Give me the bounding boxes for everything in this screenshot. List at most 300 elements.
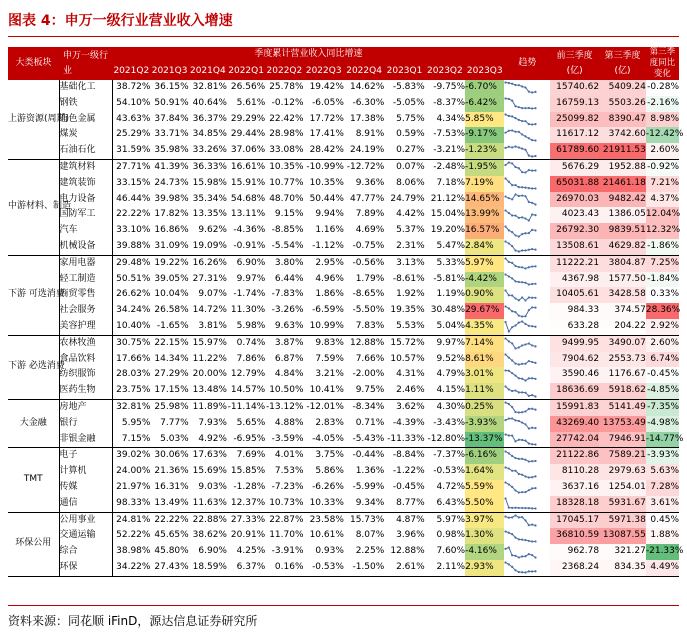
sparkline-point — [512, 342, 514, 344]
sparkline-point — [512, 486, 514, 488]
growth-value: 39.02% — [116, 450, 151, 461]
growth-value: 4.87% — [396, 514, 425, 525]
sparkline-point — [522, 233, 524, 235]
industry-name: 美容护理 — [59, 319, 112, 335]
sparkline-point — [515, 214, 517, 216]
prev-q3-revenue: 18328.18 — [550, 496, 599, 512]
sparkline-line — [506, 531, 536, 541]
growth-value: 29.29% — [230, 113, 266, 124]
sparkline-point — [505, 385, 507, 387]
trend-sparkline — [504, 97, 537, 110]
sparkline-point — [528, 154, 530, 156]
q3-revenue: 1952.88 — [599, 159, 646, 175]
growth-value: 24.79% — [390, 193, 425, 204]
growth-value: 7.53% — [274, 466, 304, 477]
trend-cell — [504, 560, 550, 576]
growth-value: 30.48% — [430, 305, 466, 316]
sparkline-point — [505, 305, 507, 307]
growth-value: 18.59% — [189, 560, 227, 576]
sparkline-point — [532, 571, 534, 573]
trend-sparkline — [504, 450, 537, 463]
trend-sparkline — [504, 561, 537, 574]
growth-value: -0.45% — [392, 481, 425, 492]
sparkline-point — [532, 377, 534, 379]
q3-yoy-change: -1.86% — [646, 239, 679, 255]
table-row — [8, 560, 679, 576]
growth-value: 43.63% — [116, 113, 151, 124]
growth-value: 20.00% — [192, 369, 227, 380]
growth-value: -8.85% — [271, 225, 304, 236]
growth-value: 3.87% — [274, 337, 304, 348]
trend-sparkline — [504, 240, 537, 253]
sparkline-point — [505, 131, 507, 133]
growth-2023q3: 8.61% — [465, 352, 504, 368]
sparkline-point — [528, 394, 530, 396]
sparkline-point — [508, 275, 510, 277]
growth-value: 8.06% — [396, 177, 425, 188]
sparkline-point — [525, 539, 527, 541]
industry-name: 纺织服饰 — [59, 367, 112, 383]
sparkline-line — [506, 210, 536, 220]
trend-sparkline — [504, 129, 537, 142]
growth-value: 32.81% — [192, 82, 227, 92]
growth-value: -12.72% — [346, 161, 385, 172]
q3-yoy-change: 7.21% — [646, 176, 679, 192]
growth-value: 3.62% — [396, 401, 425, 412]
sparkline-line — [506, 515, 536, 525]
q3-yoy-change: 1.88% — [646, 528, 679, 544]
q3-yoy-change: 2.60% — [646, 143, 679, 159]
sparkline-point — [515, 105, 517, 107]
sparkline-point — [532, 213, 534, 215]
trend-sparkline — [504, 514, 537, 527]
growth-value: -5.05% — [392, 97, 425, 108]
growth-value: 28.98% — [269, 129, 304, 140]
header-q3-chg: 第三季度同比变化 — [646, 47, 679, 80]
sparkline-point — [532, 248, 534, 250]
table-row — [8, 239, 679, 255]
sparkline-point — [512, 184, 514, 186]
sparkline-point — [508, 340, 510, 342]
sparkline-point — [535, 427, 537, 429]
trend-sparkline — [504, 193, 537, 206]
sparkline-point — [512, 245, 514, 247]
sparkline-point — [518, 492, 520, 494]
growth-value: 4.79% — [436, 369, 466, 380]
growth-value: 15.91% — [230, 177, 266, 188]
growth-value: 8.77% — [384, 496, 424, 512]
growth-value: 4.88% — [274, 417, 304, 428]
table-row — [8, 416, 679, 432]
sparkline-point — [508, 82, 510, 84]
prev-q3-revenue: 36810.59 — [550, 528, 599, 544]
sparkline-point — [505, 146, 507, 148]
sparkline-point — [518, 516, 520, 518]
growth-value: 5.04% — [425, 319, 465, 335]
trend-cell — [504, 528, 550, 544]
sparkline-point — [512, 406, 514, 408]
sparkline-point — [535, 91, 537, 93]
growth-value: -5.54% — [265, 239, 303, 255]
growth-2023q3: -1.23% — [465, 143, 504, 159]
sparkline-point — [528, 169, 530, 171]
growth-value: -3.59% — [265, 432, 303, 448]
sparkline-point — [528, 343, 530, 345]
sparkline-point — [528, 428, 530, 430]
growth-value: -5.99% — [352, 481, 385, 492]
growth-value: -6.30% — [352, 97, 385, 108]
industry-name: 食品饮料 — [59, 352, 112, 368]
growth-value: 3.21% — [315, 369, 344, 380]
sparkline-point — [508, 516, 510, 518]
trend-cell — [504, 223, 550, 239]
trend-cell — [504, 96, 550, 112]
sparkline-point — [535, 188, 537, 190]
sparkline-point — [535, 345, 537, 347]
trend-cell — [504, 255, 550, 271]
growth-value: 38.98% — [116, 546, 151, 557]
sparkline-point — [532, 488, 534, 490]
sparkline-point — [508, 212, 510, 214]
table-row — [8, 367, 679, 383]
growth-value: 7.66% — [355, 353, 385, 364]
prev-q3-revenue: 984.33 — [550, 303, 599, 319]
prev-q3-revenue: 15991.83 — [550, 399, 599, 415]
growth-value: 10.50% — [265, 383, 303, 399]
trend-cell — [504, 127, 550, 143]
q3-revenue: 21911.53 — [599, 143, 646, 159]
growth-2023q3: 3.97% — [465, 512, 504, 528]
growth-value: 22.15% — [154, 337, 189, 348]
industry-name: 计算机 — [59, 464, 112, 480]
growth-2023q3: -13.37% — [465, 432, 504, 448]
sparkline-point — [505, 450, 507, 452]
sparkline-point — [532, 188, 534, 190]
growth-value: 9.07% — [198, 289, 227, 300]
growth-value: 39.88% — [112, 239, 150, 255]
sparkline-point — [515, 311, 517, 313]
sparkline-line — [506, 339, 536, 349]
sparkline-point — [512, 389, 514, 391]
sparkline-point — [532, 361, 534, 363]
sparkline-point — [508, 418, 510, 420]
growth-2023q3: 5.50% — [465, 496, 504, 512]
sparkline-point — [515, 362, 517, 364]
sparkline-point — [508, 229, 510, 231]
header-quarter-2022q2: 2022Q2 — [265, 64, 303, 81]
sparkline-point — [532, 540, 534, 542]
q3-yoy-change: 4.37% — [646, 192, 679, 208]
sparkline-point — [525, 391, 527, 393]
sparkline-point — [525, 87, 527, 89]
sparkline-point — [505, 515, 507, 517]
sparkline-point — [512, 146, 514, 148]
growth-value: -0.12% — [271, 97, 304, 108]
growth-value: 4.69% — [355, 225, 385, 236]
q3-revenue: 1176.67 — [599, 367, 646, 383]
growth-value: 4.15% — [425, 383, 465, 399]
sparkline-point — [535, 229, 537, 231]
sparkline-point — [525, 268, 527, 270]
sparkline-point — [508, 261, 510, 263]
header-quarter-2023q2: 2023Q2 — [425, 64, 465, 81]
growth-value: 30.75% — [116, 337, 151, 348]
q3-revenue: 3490.07 — [599, 335, 646, 351]
growth-value: 24.19% — [344, 143, 384, 159]
sparkline-point — [515, 193, 517, 195]
sparkline-point — [515, 234, 517, 236]
sparkline-point — [528, 266, 530, 268]
growth-value: 22.88% — [192, 514, 227, 525]
growth-value: -8.84% — [392, 450, 425, 461]
sparkline-point — [532, 554, 534, 556]
growth-value: 5.86% — [315, 466, 344, 477]
table-row — [8, 303, 679, 319]
sparkline-point — [508, 162, 510, 164]
q3-yoy-change: 28.36% — [646, 303, 679, 319]
sparkline-point — [522, 216, 524, 218]
trend-sparkline — [504, 209, 537, 222]
sparkline-point — [525, 363, 527, 365]
sparkline-point — [522, 538, 524, 540]
growth-value: 24.81% — [116, 514, 151, 525]
sparkline-point — [532, 155, 534, 157]
growth-value: 22.87% — [269, 514, 304, 525]
growth-value: 2.95% — [315, 257, 344, 268]
growth-value: 10.40% — [112, 319, 150, 335]
growth-value: 6.44% — [274, 273, 304, 284]
trend-cell — [504, 480, 550, 496]
growth-2023q3: 5.85% — [465, 112, 504, 128]
sparkline-point — [505, 369, 507, 371]
sparkline-point — [515, 184, 517, 186]
growth-value: 9.97% — [436, 337, 466, 348]
sparkline-point — [505, 433, 507, 435]
growth-value: 17.38% — [349, 113, 385, 124]
sparkline-point — [525, 282, 527, 284]
sparkline-line — [506, 259, 536, 269]
growth-value: -5.50% — [352, 305, 385, 316]
q3-revenue: 9839.51 — [599, 223, 646, 239]
growth-value: 7.83% — [344, 319, 384, 335]
sparkline-point — [518, 299, 520, 301]
trend-cell — [504, 192, 550, 208]
category-cell: 环保公用 — [8, 512, 59, 576]
industry-name: 基础化工 — [59, 80, 112, 96]
growth-value: 34.22% — [112, 560, 150, 576]
sparkline-point — [522, 296, 524, 298]
q3-yoy-change: 2.92% — [646, 319, 679, 335]
growth-value: 4.96% — [315, 273, 344, 284]
header-group-label: 季度累计营业收入同比增速 — [112, 47, 504, 64]
growth-value: -4.05% — [304, 432, 344, 448]
growth-value: 0.27% — [384, 143, 424, 159]
sparkline-point — [525, 507, 527, 509]
prev-q3-revenue: 11617.12 — [550, 127, 599, 143]
sparkline-point — [525, 232, 527, 234]
prev-q3-revenue: 3637.16 — [550, 480, 599, 496]
growth-value: 1.92% — [396, 289, 425, 300]
prev-q3-revenue: 5676.29 — [550, 159, 599, 175]
growth-value: 17.15% — [150, 383, 188, 399]
sparkline-point — [515, 84, 517, 86]
growth-value: 6.90% — [236, 257, 266, 268]
header-industry: 申万一级行业 — [59, 47, 112, 80]
growth-value: -5.81% — [433, 273, 466, 284]
sparkline-line — [506, 163, 536, 173]
sparkline-point — [512, 294, 514, 296]
sparkline-point — [525, 475, 527, 477]
growth-value: 24.73% — [154, 177, 189, 188]
trend-cell — [504, 352, 550, 368]
growth-value: 10.33% — [304, 496, 344, 512]
sparkline-point — [535, 139, 537, 141]
industry-name: 电力设备 — [59, 192, 112, 208]
growth-value: 33.10% — [116, 225, 151, 236]
growth-value: 0.59% — [396, 129, 425, 140]
sparkline-line — [506, 499, 536, 509]
sparkline-point — [515, 554, 517, 556]
sparkline-point — [518, 314, 520, 316]
growth-value: -1.22% — [392, 466, 425, 477]
header-quarter-2021q3: 2021Q3 — [150, 64, 188, 81]
figure-title: 图表 4：申万一级行业营业收入增速 — [8, 13, 233, 29]
sparkline-point — [532, 283, 534, 285]
sparkline-point — [535, 570, 537, 572]
q3-yoy-change: 0.33% — [646, 287, 679, 303]
growth-2023q3: 7.19% — [465, 176, 504, 192]
growth-value: 11.22% — [192, 353, 227, 364]
growth-value: 34.24% — [116, 305, 151, 316]
q3-revenue: 5409.24 — [599, 80, 646, 96]
q3-yoy-change: -12.42% — [646, 127, 679, 143]
growth-value: 46.44% — [116, 193, 151, 204]
growth-value: -4.39% — [392, 417, 425, 428]
sparkline-line — [506, 146, 536, 156]
growth-value: 4.72% — [436, 481, 466, 492]
growth-value: 3.96% — [396, 530, 425, 541]
sparkline-point — [518, 168, 520, 170]
q3-revenue: 5141.49 — [599, 399, 646, 415]
sparkline-point — [522, 86, 524, 88]
sparkline-point — [512, 310, 514, 312]
footer-rule — [8, 605, 679, 606]
growth-2023q3: 2.93% — [465, 560, 504, 576]
table-row — [8, 223, 679, 239]
sparkline-point — [535, 377, 537, 379]
q3-revenue: 321.27 — [599, 544, 646, 560]
sparkline-point — [505, 225, 507, 227]
growth-value: 9.83% — [315, 337, 344, 348]
sparkline-point — [518, 251, 520, 253]
prev-q3-revenue: 13508.61 — [550, 239, 599, 255]
industry-name: 房地产 — [59, 399, 112, 415]
sparkline-point — [515, 536, 517, 538]
industry-name: 社会服务 — [59, 303, 112, 319]
sparkline-point — [525, 187, 527, 189]
growth-value: 27.29% — [154, 369, 189, 380]
growth-value: 21.36% — [154, 466, 189, 477]
sparkline-point — [515, 348, 517, 350]
category-cell: 大金融 — [8, 399, 59, 447]
growth-value: 5.53% — [384, 319, 424, 335]
prev-q3-revenue: 17045.17 — [550, 512, 599, 528]
growth-value: 17.41% — [309, 129, 344, 140]
sparkline-point — [515, 469, 517, 471]
q3-revenue: 5931.67 — [599, 496, 646, 512]
trend-sparkline — [504, 273, 537, 286]
growth-value: -3.91% — [271, 546, 304, 557]
trend-sparkline — [504, 417, 537, 430]
growth-value: 7.93% — [198, 417, 227, 428]
sparkline-line — [506, 242, 536, 252]
growth-2023q3: 16.57% — [465, 223, 504, 239]
growth-value: 3.80% — [274, 257, 304, 268]
growth-value: 16.26% — [192, 257, 227, 268]
prev-q3-revenue: 10405.61 — [550, 287, 599, 303]
sparkline-point — [518, 377, 520, 379]
q3-yoy-change: -3.93% — [646, 448, 679, 464]
growth-value: 8.07% — [355, 530, 385, 541]
growth-value: 4.42% — [396, 209, 425, 220]
category-cell: 下游 必选消费 — [8, 335, 59, 399]
growth-value: 6.87% — [274, 353, 304, 364]
growth-value: 5.47% — [425, 239, 465, 255]
sparkline-point — [508, 369, 510, 371]
growth-value: -1.74% — [233, 289, 266, 300]
trend-sparkline — [504, 530, 537, 543]
growth-value: 6.43% — [425, 496, 465, 512]
growth-value: -0.56% — [352, 257, 385, 268]
growth-value: 4.84% — [274, 369, 304, 380]
sparkline-line — [506, 451, 536, 461]
sparkline-point — [532, 523, 534, 525]
sparkline-point — [518, 391, 520, 393]
growth-value: 50.44% — [309, 193, 344, 204]
q3-revenue: 5971.38 — [599, 512, 646, 528]
growth-value: -9.75% — [433, 82, 466, 92]
q3-revenue: 834.35 — [599, 560, 646, 576]
growth-value: 14.57% — [227, 383, 265, 399]
prev-q3-revenue: 7904.62 — [550, 352, 599, 368]
trend-sparkline — [504, 401, 537, 414]
sparkline-line — [506, 179, 536, 189]
sparkline-point — [518, 346, 520, 348]
sparkline-line — [506, 306, 536, 316]
growth-value: 9.75% — [344, 383, 384, 399]
growth-value: -11.14% — [227, 401, 266, 412]
growth-value: 21.12% — [430, 193, 466, 204]
sparkline-point — [522, 171, 524, 173]
sparkline-point — [535, 203, 537, 205]
trend-cell — [504, 544, 550, 560]
growth-2023q3: -4.42% — [465, 272, 504, 288]
table-row — [8, 448, 679, 464]
sparkline-point — [535, 214, 537, 216]
sparkline-point — [505, 209, 507, 211]
sparkline-point — [535, 283, 537, 285]
sparkline-line — [506, 114, 536, 124]
trend-cell — [504, 496, 550, 512]
growth-value: 25.98% — [154, 401, 189, 412]
sparkline-point — [535, 107, 537, 109]
sparkline-point — [522, 250, 524, 252]
sparkline-point — [528, 489, 530, 491]
sparkline-point — [518, 420, 520, 422]
sparkline-point — [515, 507, 517, 509]
sparkline-point — [515, 130, 517, 132]
growth-value: 48.70% — [269, 193, 304, 204]
